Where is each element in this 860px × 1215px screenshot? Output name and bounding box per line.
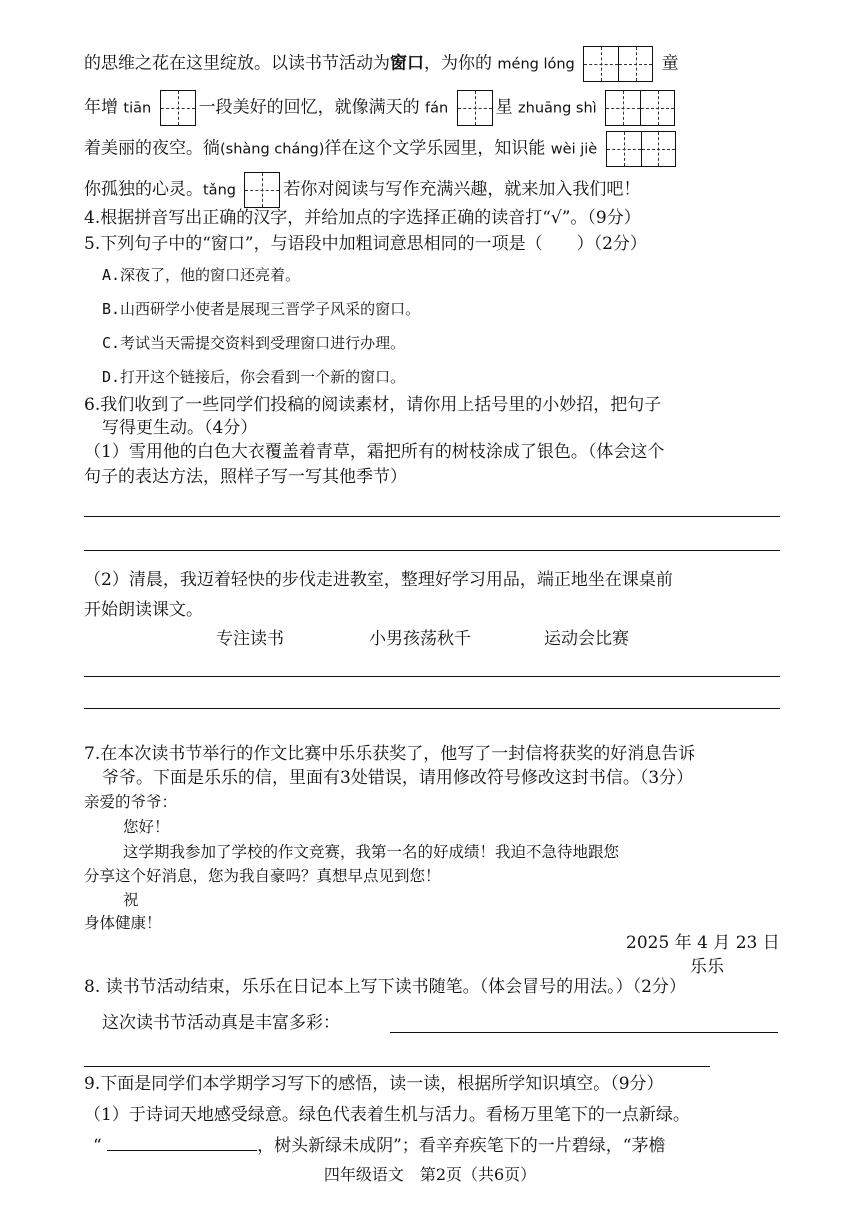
hint-option: 运动会比赛 <box>544 629 629 649</box>
pinyin-menglong: méng lóng <box>497 56 575 73</box>
question-5-stem: 5.下列句子中的“窗口”，与语段中加粗词意思相同的一项是（ ）（2分） <box>84 234 647 254</box>
letter-body-cont: 分享这个好消息，您为我自豪吗？真想早点见到您！ <box>84 867 441 885</box>
passage-line-1: 的思维之花在这里绽放。以读书节活动为窗口，为你的 méng lóng 童 <box>84 46 679 82</box>
writing-grid-1[interactable] <box>457 90 493 126</box>
answer-line[interactable] <box>390 1032 778 1033</box>
question-6-part2-cont: 开始朗读课文。 <box>84 600 203 620</box>
question-6-part2: （2）清晨，我迈着轻快的步伐走进教室，整理好学习用品，端正地坐在课桌前 <box>84 570 673 590</box>
answer-line[interactable] <box>84 516 780 517</box>
writing-grid-2[interactable] <box>605 90 675 126</box>
answer-line[interactable] <box>84 550 780 551</box>
bold-word-chuangkou: 窗口 <box>390 53 424 74</box>
pinyin-choice: (shàng cháng) <box>220 141 325 158</box>
pinyin-tang: tǎng <box>203 182 236 199</box>
letter-date: 2025 年 4 月 23 日 <box>626 933 780 953</box>
question-5-option-d[interactable]: D.打开这个链接后，你会看到一个新的窗口。 <box>102 368 406 386</box>
question-9-part1: （1）于诗词天地感受绿意。绿色代表着生机与活力。看杨万里笔下的一点新绿。 <box>84 1105 690 1125</box>
question-9-stem: 9.下面是同学们本学期学习写下的感悟，读一读，根据所学知识填空。（9分） <box>84 1074 664 1094</box>
pinyin-tian: tiān <box>123 100 152 117</box>
pinyin-weijie: wèi jiè <box>550 141 598 158</box>
letter-greeting: 亲爱的爷爷： <box>84 793 178 811</box>
letter-hello: 您好！ <box>123 818 170 836</box>
question-7-stem-cont: 爷爷。下面是乐乐的信，里面有3处错误，请用修改符号修改这封书信。（3分） <box>102 768 694 788</box>
passage-line-3: 着美丽的夜空。徜(shàng cháng)徉在这个文学乐园里，知识能 wèi jiè <box>84 131 679 167</box>
pinyin-zhuangshi: zhuāng shì <box>518 100 597 117</box>
question-6-stem-cont: 写得更生动。（4分） <box>102 418 258 438</box>
writing-grid-1[interactable] <box>244 172 280 208</box>
writing-grid-2[interactable] <box>606 131 676 167</box>
question-4: 4.根据拼音写出正确的汉字，并给加点的字选择正确的读音打“√”。（9分） <box>84 208 641 228</box>
question-5-option-c[interactable]: C.考试当天需提交资料到受理窗口进行办理。 <box>102 334 406 352</box>
hint-option: 专注读书 <box>216 629 284 649</box>
page-footer: 四年级语文 第2页（共6页） <box>323 1165 537 1184</box>
question-6-part1: （1）雪用他的白色大衣覆盖着青草，霜把所有的树枝涂成了银色。（体会这个 <box>84 442 665 462</box>
letter-wish: 身体健康！ <box>84 914 162 932</box>
question-5-option-a[interactable]: A.深夜了，他的窗口还亮着。 <box>102 266 301 284</box>
answer-line[interactable] <box>84 676 780 677</box>
passage-line-4: 你孤独的心灵。tǎng 若你对阅读与写作充满兴趣，就来加入我们吧！ <box>84 172 640 208</box>
question-8-stem: 8. 读书节活动结束，乐乐在日记本上写下读书随笔。（体会冒号的用法。）（2分） <box>84 977 686 997</box>
letter-signature: 乐乐 <box>690 957 724 977</box>
answer-line[interactable] <box>84 708 780 709</box>
question-9-part1-cont: “ ，树头新绿未成阴”；看辛弃疾笔下的一片碧绿，“茅檐 <box>93 1136 666 1156</box>
question-6-stem: 6.我们收到了一些同学们投稿的阅读素材，请你用上括号里的小妙招，把句子 <box>84 395 662 415</box>
pinyin-fan: fán <box>425 100 449 117</box>
question-5-option-b[interactable]: B.山西研学小使者是展现三晋学子风采的窗口。 <box>102 300 421 318</box>
fill-blank[interactable] <box>107 1150 257 1151</box>
writing-grid-2[interactable] <box>583 46 653 82</box>
answer-line[interactable] <box>84 1066 710 1067</box>
question-8-lead: 这次读书节活动真是丰富多彩： <box>102 1013 340 1033</box>
question-6-part1-cont: 句子的表达方法，照样子写一写其他季节） <box>84 467 407 487</box>
passage-line-2: 年增 tiān 一段美好的回忆，就像满天的 fán 星 zhuāng shì <box>84 90 678 126</box>
letter-body: 这学期我参加了学校的作文竞赛，我第一名的好成绩！我迫不急待地跟您 <box>123 843 620 861</box>
letter-zhu: 祝 <box>123 891 139 909</box>
writing-grid-1[interactable] <box>160 90 196 126</box>
question-7-stem: 7.在本次读书节举行的作文比赛中乐乐获奖了，他写了一封信将获奖的好消息告诉 <box>84 744 696 764</box>
hint-option: 小男孩荡秋千 <box>369 629 471 649</box>
